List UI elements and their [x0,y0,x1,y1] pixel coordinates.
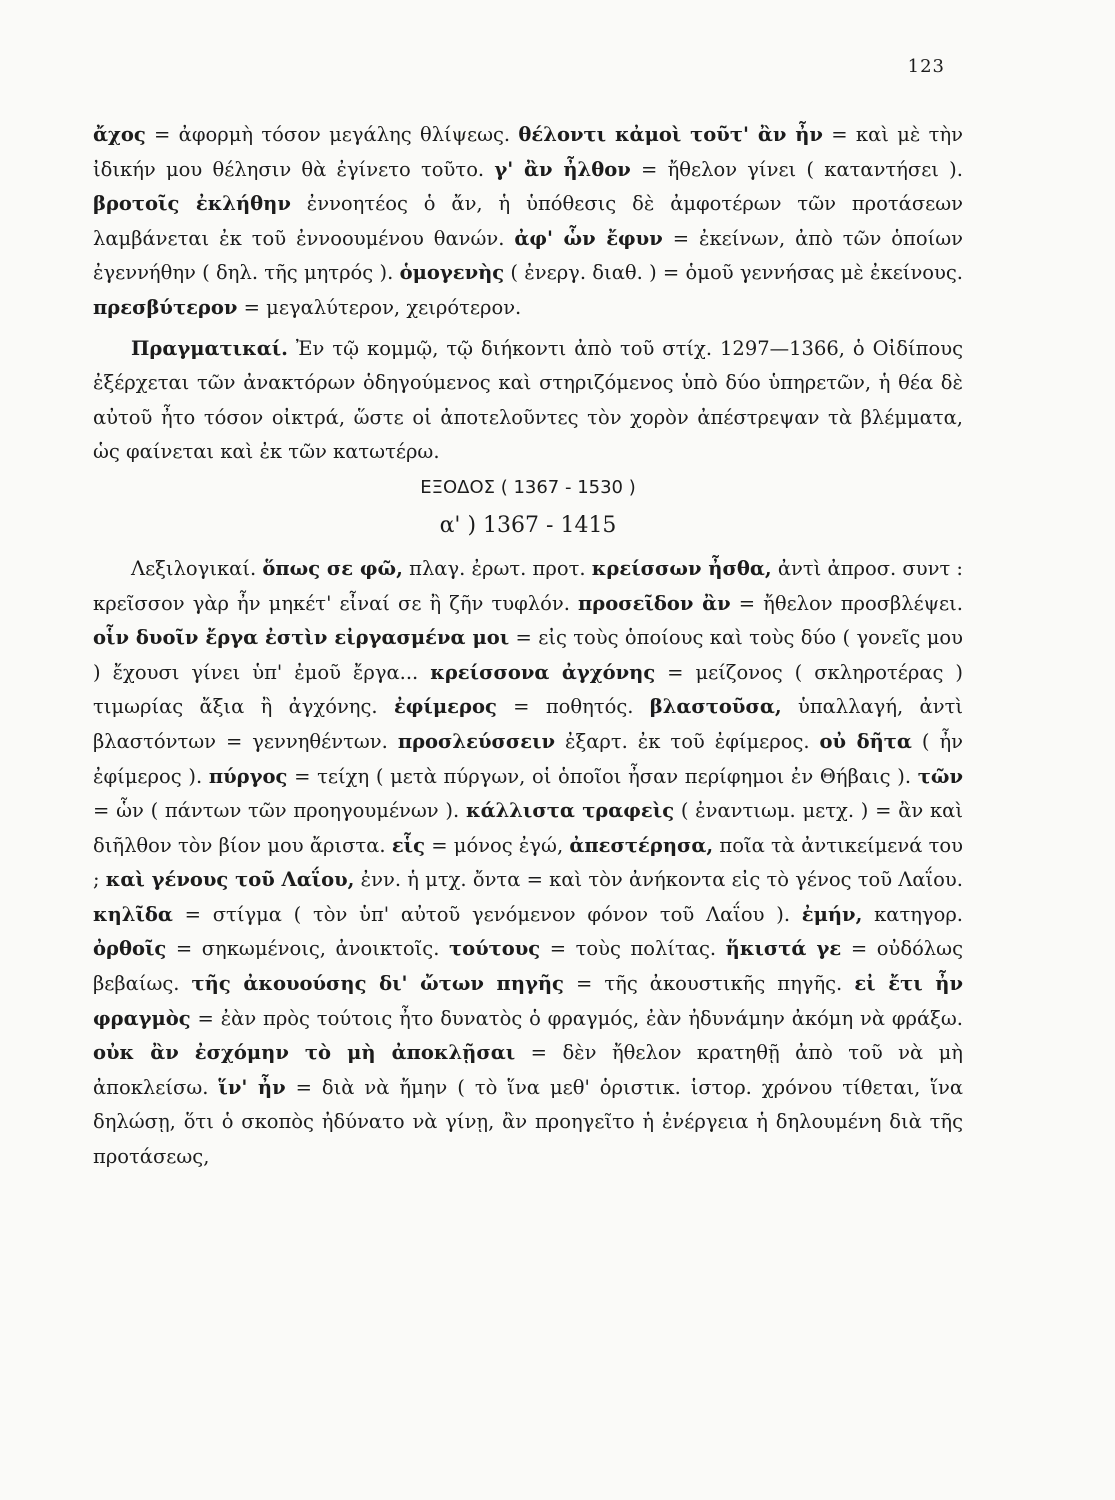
lemma-term: κρείσσονα ἀγχόνης [430,660,656,684]
lemma-term: τῶν [917,764,963,788]
lemma-term: ἀπεστέρησα, [569,833,714,857]
gloss-text: ἐξαρτ. ἐκ τοῦ ἐφίμερος. [555,729,820,753]
lemma-term: ὀρθοῖς [93,937,167,961]
gloss-text: ἐννοητέος ὁ ἄν, ἡ ὑπόθεσις δὲ ἀμφοτέρων τῶν προτάσεων λαμβάνεται ἐκ τοῦ ἐννοουμένου θανών. [93,192,963,250]
lemma-term: θέλοντι κἀμοὶ τοῦτ' ἂν ἦν [518,123,823,146]
lemma-term: κάλλιστα τραφεὶς [465,799,675,823]
gloss-text: = ποθητός. [496,695,650,719]
gloss-text: ἐνν. ἡ μτχ. ὄντα = καὶ τὸν ἀνήκοντα εἰς τὸ γένος τοῦ Λαΐου. [354,868,963,892]
lemma-term: βροτοῖς ἐκλήθην [93,192,291,216]
gloss-text: = εἰς τοὺς ὁποίους καὶ τοὺς δύο ( γονεῖς μου ) ἔχουσι γίνει ὑπ' ἐμοῦ ἔργα... [93,626,964,684]
gloss-text: = μόνος ἐγώ, [424,833,570,857]
gloss-text: = καὶ μὲ τὴν ἰδικήν μου θέλησιν θὰ ἐγίνετο τοῦτο. [93,123,963,181]
lemma-term: ἄχος [93,123,146,146]
gloss-text: = δὲν ἤθελον κρατηθῇ ἀπὸ τοῦ νὰ μὴ ἀποκλείσω. [93,1041,963,1099]
gloss-text: ἀντὶ ἀπροσ. συντ : κρεῖσσον γὰρ ἦν μηκέτ' εἶναί σε ἢ ζῆν τυφλόν. [93,556,964,615]
lemma-term: προσλεύσσειν [397,729,556,753]
gloss-text: = οὐδόλως βεβαίως. [93,937,963,996]
gloss-text: = ἀφορμὴ τόσον μεγάλης θλίψεως. [145,123,519,146]
lemma-term: κρείσσων ἦσθα, [591,556,772,580]
gloss-text: ὑπαλλαγή, ἀντὶ βλαστόντων = γεννηθέντων. [93,695,963,753]
page-number: 123 [907,56,945,77]
lemma-term: εἰ ἔτι ἦν φραγμὸς [93,972,963,1030]
gloss-text: = στίγμα ( τὸν ὑπ' αὐτοῦ γενόμενον φόνον τοῦ Λαΐου ). [172,902,802,926]
lemma-term: ἵν' ἦν [218,1075,286,1099]
lemma-term: ὁμογενὴς [399,261,505,285]
gloss-text: = σηκωμένοις, ἀνοικτοῖς. [166,937,449,961]
gloss-text: = ἤθελον προσβλέψει. [730,591,964,615]
lemma-term: πρεσβύτερον [93,295,238,319]
gloss-text: = τείχη ( μετὰ πύργων, οἱ ὁποῖοι ἦσαν περίφημοι ἐν Θήβαις ). [287,764,918,788]
lemma-term: βλαστοῦσα, [649,695,782,719]
lemma-term: ἐμήν, [801,902,863,926]
lemma-term: προσεῖδον ἂν [577,591,731,615]
lemma-term: πύργος [208,764,288,788]
gloss-text: = ὧν ( πάντων τῶν προηγουμένων ). [93,799,466,823]
lemma-term: τούτους [448,937,541,961]
lemma-term: Πραγματικαί. [131,336,288,360]
gloss-text: = διὰ νὰ ἤμην ( τὸ ἵνα μεθ' ὁριστικ. ἱστορ. χρόνου τίθεται, ἵνα δηλώσῃ, ὅτι ὁ σκοπὸς ἠδύνατο νὰ γίνῃ, ἂν προηγεῖτο ἡ ἐνέργεια ἡ δηλουμένη διὰ τῆς προτάσεως, [93,1075,963,1169]
lemma-term: ἀφ' ὧν ἔφυν [514,226,663,250]
gloss-text: = τῆς ἀκουστικῆς πηγῆς. [563,972,855,996]
lemma-term: οἷν δυοῖν ἔργα ἐστὶν εἰργασμένα μοι [93,626,510,650]
subsection-title: α' ) 1367 - 1415 [439,512,617,538]
gloss-text: κατηγορ. [862,902,963,926]
lemma-term: οὐ δῆτα [819,729,912,753]
lemma-term: κηλῖδα [93,902,173,926]
gloss-text: πλαγ. ἐρωτ. προτ. [402,556,592,580]
lemma-term: οὐκ ἂν ἐσχόμην τὸ μὴ ἀποκλῇσαι [93,1041,516,1065]
gloss-text: = ἤθελον γίνει ( καταντήσει ). [630,157,963,181]
paragraph-factual-notes [93,332,963,470]
lemma-term: καὶ γένους τοῦ Λαΐου, [105,868,355,892]
gloss-text: = μείζονος ( σκληροτέρας ) τιμωρίας ἄξια ἢ ἀγχόνης. [93,660,963,719]
lemma-term: ἥκιστά γε [725,937,842,961]
lemma-term: γ' ἂν ἦλθον [494,157,631,181]
gloss-text: Λεξιλογικαί. [131,556,263,580]
gloss-text: = τοὺς πολίτας. [540,937,726,961]
gloss-text: ( ἐναντιωμ. μετχ. ) = ἂν καὶ διῆλθον τὸν βίον μου ἄριστα. [93,799,963,857]
gloss-text: ποῖα τὰ ἀντικείμενά του ; [93,833,963,892]
gloss-text: ( ἦν ἐφίμερος ). [93,729,963,788]
gloss-text: = μεγαλύτερον, χειρότερον. [237,295,522,319]
paragraph-glossary-continued [93,118,963,326]
gloss-text: = ἐὰν πρὸς τούτοις ἦτο δυνατὸς ὁ φραγμός, ἐὰν ἠδυνάμην ἀκόμη νὰ φράξω. [190,1006,963,1030]
lemma-term: εἷς [391,833,425,857]
lemma-term: τῆς ἀκουούσης δι' ὤτων πηγῆς [191,972,564,996]
gloss-text: = ἐκείνων, ἀπὸ τῶν ὁποίων ἐγεννήθην ( δηλ. τῆς μητρός ). [93,226,963,285]
lemma-term: ἐφίμερος [393,695,497,719]
gloss-text: Ἐν τῷ κομμῷ, τῷ διήκοντι ἀπὸ τοῦ στίχ. 1297—1366, ὁ Οἰδίπους ἐξέρχεται τῶν ἀνακτόρων ὁδηγούμενος καὶ στηριζόμενος ὑπὸ δύο ὑπηρετῶν, ἡ θέα δὲ αὐτοῦ ἦτο τόσον οἰκτρά, ὥστε οἱ ἀποτελοῦντες τὸν χορὸν ἀπέστρεψαν τὰ βλέμματα, ὡς φαίνεται καὶ ἐκ τῶν κατωτέρω. [93,336,963,464]
gloss-text: ( ἐνεργ. διαθ. ) = ὁμοῦ γεννήσας μὲ ἐκείνους. [504,261,964,285]
section-title: ΕΞΟΔΟΣ ( 1367 - 1530 ) [420,476,636,498]
body-text [93,118,963,1175]
lemma-term: ὅπως σε φῶ, [262,556,403,580]
paragraph-lexical-notes [93,552,963,1175]
